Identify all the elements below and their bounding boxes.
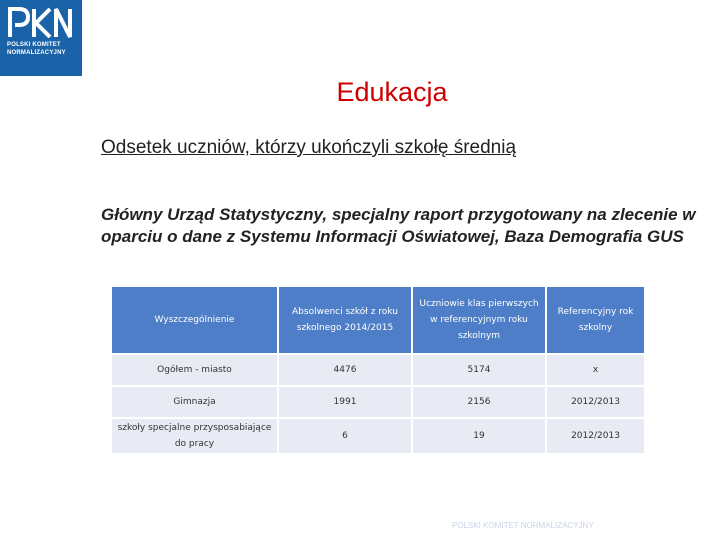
pkn-logo-mark — [6, 5, 76, 39]
pkn-logo — [0, 0, 82, 76]
slide-title: Edukacja — [336, 77, 448, 107]
table-cell: 1991 — [279, 387, 411, 417]
footer-text: POLSKI KOMITET NORMALIZACYJNY — [452, 521, 594, 530]
table-row — [112, 355, 644, 385]
slide-subtitle: Odsetek uczniów, którzy ukończyli szkołę średnią — [101, 137, 517, 158]
logo-text-line1: POLSKI KOMITET — [7, 42, 61, 48]
data-table — [110, 285, 646, 455]
table-cell: 2012/2013 — [547, 419, 644, 453]
data-source-text: Główny Urząd Statystyczny, specjalny raport przygotowany na zlecenie w oparciu o dane z Systemu Informacji Oświatowej, Baza Demografia GUS — [101, 205, 696, 246]
logo-text-line2: NORMALIZACYJNY — [7, 50, 66, 56]
table-cell: Gimnazja — [112, 387, 277, 417]
header-cell: Wyszczególnienie — [112, 287, 277, 353]
header-cell: Uczniowie klas pierwszych w referencyjnym roku szkolnym — [413, 287, 545, 353]
table-cell: 5174 — [413, 355, 545, 385]
header-cell: Referencyjny rok szkolny — [547, 287, 644, 353]
table-cell: szkoły specjalne przysposabiające do pracy — [112, 419, 277, 453]
table-cell: 2156 — [413, 387, 545, 417]
table-header-row — [112, 287, 644, 353]
table-cell: Ogółem - miasto — [112, 355, 277, 385]
table-cell: 6 — [279, 419, 411, 453]
table-row — [112, 419, 644, 453]
table-cell: x — [547, 355, 644, 385]
header-cell: Absolwenci szkół z roku szkolnego 2014/2015 — [279, 287, 411, 353]
table-row — [112, 387, 644, 417]
table-cell: 19 — [413, 419, 545, 453]
table-cell: 4476 — [279, 355, 411, 385]
table-cell: 2012/2013 — [547, 387, 644, 417]
